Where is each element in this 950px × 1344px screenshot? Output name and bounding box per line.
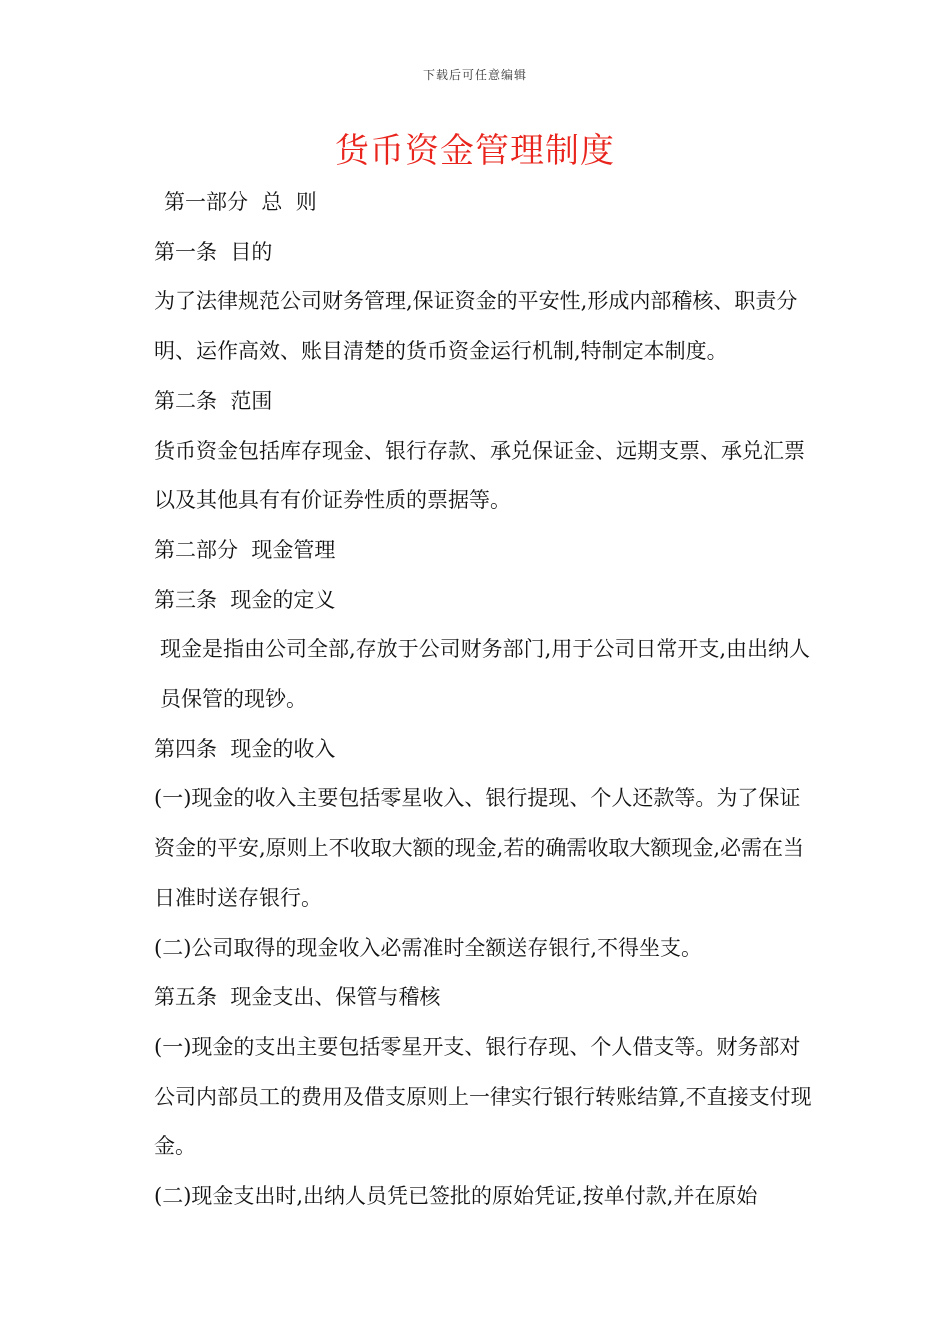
part-heading-2: 第二部分 现金管理 — [154, 537, 336, 562]
article-heading-5: 第五条 现金支出、保管与稽核 — [154, 985, 441, 1010]
paragraph-purpose: 为了法律规范公司财务管理,保证资金的平安性,形成内部稽核、职责分明、运作高效、账目清楚的货币资金运行机制,特制定本制度。 — [154, 289, 798, 364]
document-body — [144, 178, 812, 1222]
paragraph-scope: 货币资金包括库存现金、银行存款、承兑保证金、远期支票、承兑汇票以及其他具有有价证券性质的票据等。 — [154, 438, 805, 513]
document-title: 货币资金管理制度 — [335, 131, 615, 171]
article-heading-2: 第二条 范围 — [154, 388, 273, 413]
paragraph-cash-definition: 现金是指由公司全部,存放于公司财务部门,用于公司日常开支,由出纳人员保管的现钞。 — [160, 637, 811, 712]
paragraph-cash-income-1: (一)现金的收入主要包括零星收入、银行提现、个人还款等。为了保证资金的平安,原则上不收取大额的现金,若的确需收取大额现金,必需在当日准时送存银行。 — [154, 786, 805, 910]
article-heading-1: 第一条 目的 — [154, 239, 273, 264]
paragraph-cash-income-2: (二)公司取得的现金收入必需准时全额送存银行,不得坐支。 — [154, 935, 703, 960]
part-heading-1: 第一部分 总 则 — [164, 190, 317, 214]
paragraph-cash-expense-1: (一)现金的支出主要包括零星开支、银行存现、个人借支等。财务部对公司内部员工的费用及借支原则上一律实行银行转账结算,不直接支付现金。 — [154, 1034, 812, 1159]
article-heading-3: 第三条 现金的定义 — [154, 587, 336, 612]
article-heading-4: 第四条 现金的收入 — [154, 736, 336, 761]
paragraph-cash-expense-2: (二)现金支出时,出纳人员凭已签批的原始凭证,按单付款,并在原始 — [154, 1184, 758, 1209]
header-note: 下载后可任意编辑 — [422, 68, 527, 82]
